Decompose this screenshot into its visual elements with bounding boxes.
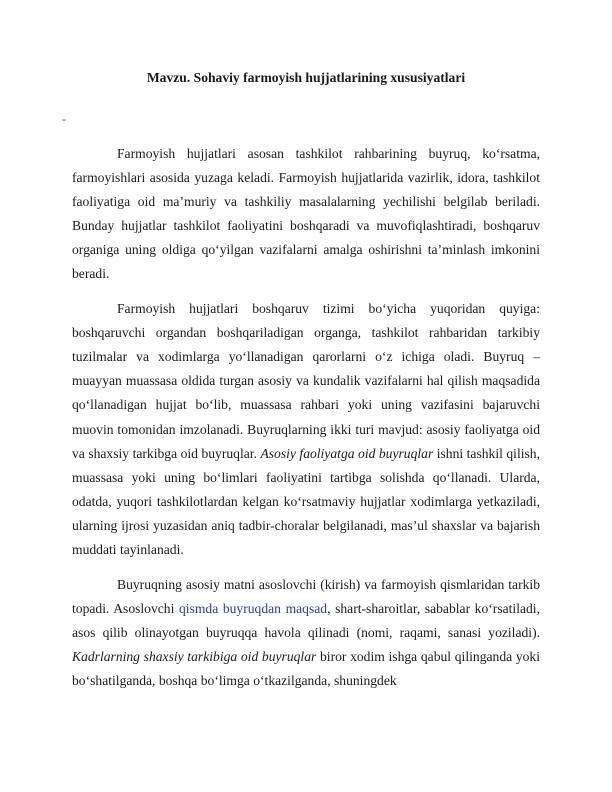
hyperlink-qismda-buyruqdan-maqsad[interactable]: qismda buyruqdan maqsad (178, 600, 328, 616)
document-title: Mavzu. Sohaviy farmoyish hujjatlarining xususiyatlari (146, 70, 466, 85)
italic-term-kadrlar-shaxsiy-tarkibi: Kadrlarning shaxsiy tarkibiga oid buyruqlar (72, 648, 317, 664)
document-body (72, 142, 540, 693)
italic-term-asosiy-faoliyat: Asosiy faoliyatga oid buyruqlar (260, 445, 434, 461)
paragraph-3 (72, 573, 540, 693)
dash-marker: - (62, 112, 66, 126)
paragraph-2-text-a: Farmoyish hujjatlari boshqaruv tizimi bo‘yicha yuqoridan quyiga: boshqaruvchi organdan boshqariladigan organga, tashkilot rahbaridan tarkibiy tuzilmalar va xodimlarga yo‘llanadigan qarorlarni o‘z ichiga oladi. Buyruq – muayyan muassasa oldida turgan asosiy va kundalik vazifalarni hal qilish maqsadida qo‘llanadigan hujjat bo‘lib, muassasa rahbari yoki uning vazifasini bajaruvchi muovin tomonidan imzolanadi. Buyruqlarning ikki turi mavjud: asosiy faoliyatga oid va shaxsiy tarkibga oid buyruqlar. (72, 301, 540, 461)
paragraph-3-text-c: biror xodim ishga qabul qilinganda yoki bo‘shatilganda, boshqa bo‘limga o‘tkazilganda, shuningdek (72, 648, 540, 688)
paragraph-2 (72, 297, 540, 562)
paragraph-3-text-b: , shart-sharoitlar, sabablar ko‘rsatiladi, asos qilib olinayotgan buyruqqa havola qilinadi (nomi, raqami, sanasi yoziladi). (72, 600, 540, 640)
paragraph-1: Farmoyish hujjatlari asosan tashkilot rahbarining buyruq, ko‘rsatma, farmoyishlari asosida yuzaga keladi. Farmoyish hujjatlarida vazirlik, idora, tashkilot faoliyatiga oid ma’muriy va tashkiliy masalalarning yechilishi belgilab beriladi. Bunday hujjatlar tashkilot faoliyatini boshqaradi va muvofiqlashtiradi, boshqaruv organiga uning oldiga qo‘yilgan vazifalarni amalga oshirishni ta’minlash imkonini beradi. (72, 146, 540, 282)
paragraph-2-text-b: ishni tashkil qilish, muassasa yoki uning bo‘limlari faoliyatini tartibga solishda qo‘llanadi. Ularda, odatda, yuqori tashkilotlardan kelgan ko‘rsatmaviy hujjatlar xodimlarga yetkaziladi, ularning ijrosi yuzasidan aniq tadbir-choralar belgilanadi, mas’ul shaxslar va bajarish muddati tayinlanadi. (72, 445, 540, 557)
paragraph-3-text-a: Buyruqning asosiy matni asoslovchi (kirish) va farmoyish qismlaridan tarkib topadi. Asoslovchi (72, 576, 540, 616)
